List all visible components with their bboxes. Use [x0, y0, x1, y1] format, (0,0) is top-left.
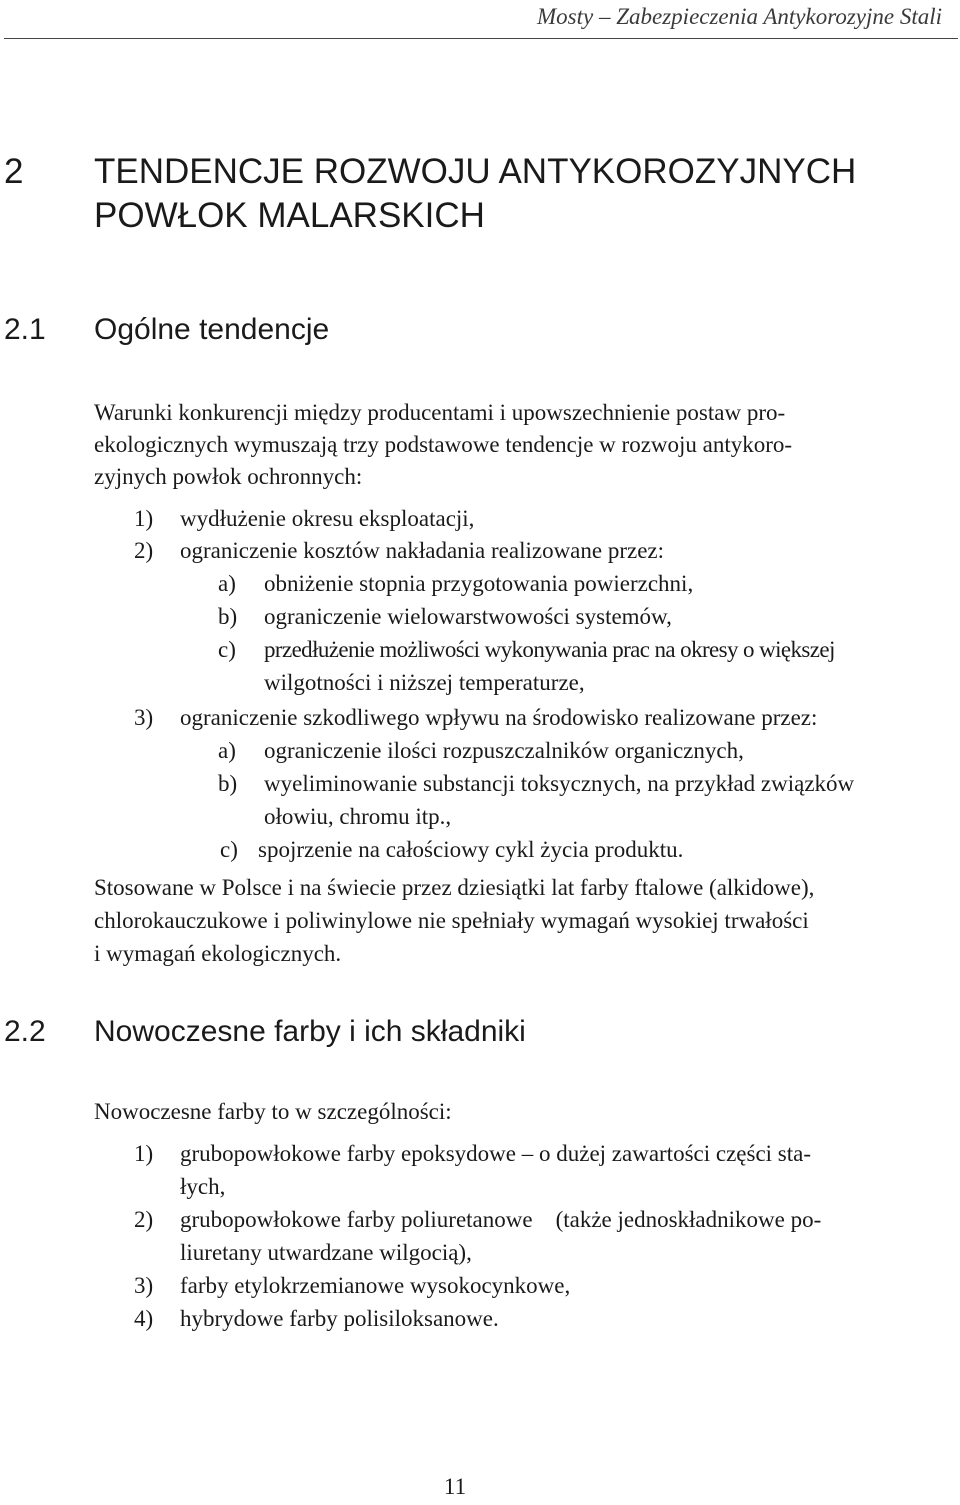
list-label: a) — [218, 571, 236, 596]
list-text: ograniczenie ilości rozpuszczalników organicznych, — [264, 738, 744, 763]
list-label: 1) — [134, 506, 154, 531]
list-text-continuation: wilgotności i niższej temperaturze, — [264, 670, 585, 695]
list-text: wyeliminowanie substancji toksycznych, na przykład związków — [264, 771, 855, 796]
chapter-number: 2 — [4, 152, 24, 191]
section-number: 2.1 — [4, 313, 46, 346]
running-header — [0, 0, 960, 40]
list-label: 3) — [134, 1273, 154, 1298]
section-intro: Nowoczesne farby to w szczególności: — [94, 1099, 452, 1124]
section-number: 2.2 — [4, 1015, 46, 1048]
list-text: grubopowłokowe farby epoksydowe – o dużej zawartości części sta- — [180, 1141, 812, 1166]
list-label: 4) — [134, 1306, 154, 1331]
list-label: 3) — [134, 705, 154, 730]
paragraph-line: i wymagań ekologicznych. — [94, 941, 342, 966]
header-divider — [4, 38, 958, 39]
chapter-title-line1: TENDENCJE ROZWOJU ANTYKOROZYJNYCH — [94, 152, 857, 191]
list-text: obniżenie stopnia przygotowania powierzchni, — [264, 571, 694, 596]
list-text: ograniczenie wielowarstwowości systemów, — [264, 604, 672, 629]
closing-paragraph — [94, 872, 958, 971]
list-text: farby etylokrzemianowe wysokocynkowe, — [180, 1273, 571, 1298]
list-label: c) — [220, 837, 238, 862]
list-text-continuation: ołowiu, chromu itp., — [264, 804, 452, 829]
section-title: Ogólne tendencje — [94, 313, 330, 346]
running-title: Mosty – Zabezpieczenia Antykorozyjne Stali — [537, 4, 942, 29]
list-text-continuation: liuretany utwardzane wilgocią), — [180, 1240, 472, 1265]
list-label: a) — [218, 738, 236, 763]
list-label: 2) — [134, 1207, 154, 1232]
list-text: ograniczenie kosztów nakładania realizowane przez: — [180, 538, 665, 563]
list-text: grubopowłokowe farby poliuretanowe (także jednoskładnikowe po- — [180, 1207, 822, 1232]
paragraph-line: Stosowane w Polsce i na świecie przez dziesiątki lat farby ftalowe (alkidowe), — [94, 875, 815, 900]
list-text: wydłużenie okresu eksploatacji, — [180, 506, 475, 531]
paragraph-line: chlorokauczukowe i poliwinylowe nie spełniały wymagań wysokiej trwałości — [94, 908, 809, 933]
list-text: spojrzenie na całościowy cykl życia produktu. — [258, 837, 684, 862]
list-text-continuation: łych, — [180, 1174, 226, 1199]
list-label: 2) — [134, 538, 154, 563]
list-text: ograniczenie szkodliwego wpływu na środowisko realizowane przez: — [180, 705, 818, 730]
chapter-title-line2: POWŁOK MALARSKICH — [94, 196, 485, 235]
section-title: Nowoczesne farby i ich składniki — [94, 1015, 526, 1048]
paragraph-line: ekologicznych wymuszają trzy podstawowe tendencje w rozwoju antykoro- — [94, 432, 793, 457]
paragraph-line: Warunki konkurencji między producentami i upowszechnienie postaw pro- — [94, 400, 786, 425]
list-label: c) — [218, 637, 236, 662]
list-label: b) — [218, 604, 238, 629]
intro-paragraph — [94, 397, 958, 493]
list-label: b) — [218, 771, 238, 796]
list-label: 1) — [134, 1141, 154, 1166]
page-number: 11 — [443, 1474, 467, 1499]
paragraph-line: zyjnych powłok ochronnych: — [94, 464, 363, 489]
list-text: przedłużenie możliwości wykonywania prac na okresy o większej — [264, 637, 835, 662]
list-text: hybrydowe farby polisiloksanowe. — [180, 1306, 499, 1331]
